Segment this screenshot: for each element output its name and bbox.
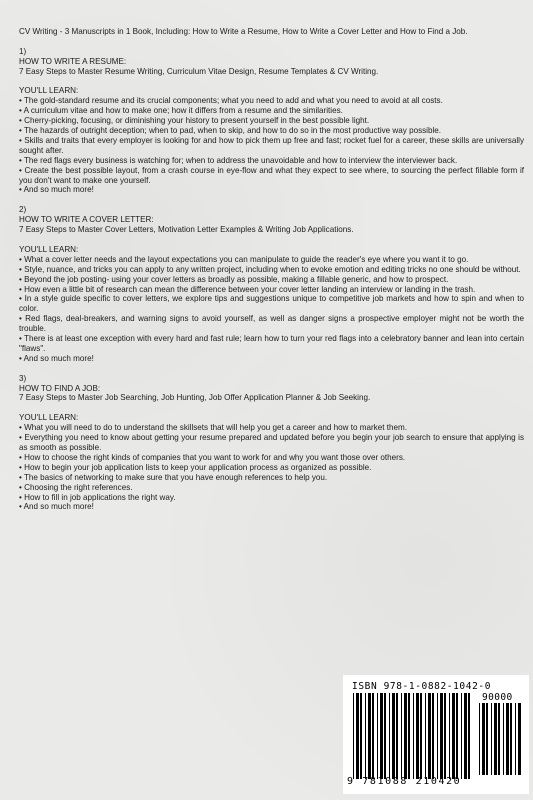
- list-item: • Beyond the job posting- using your cover letters as broadly as possible, making a fillable generic, and how to prospect.: [19, 275, 524, 285]
- list-item: • A curriculum vitae and how to make one; how it differs from a resume and the similarities.: [19, 106, 524, 116]
- list-item: • How even a little bit of research can mean the difference between your cover letter landing an interview or landing in the trash.: [19, 285, 524, 295]
- list-item: • Style, nuance, and tricks you can apply to any written project, including when to evoke emotion and editing tricks no one should be without.: [19, 265, 524, 275]
- section-number: 1): [19, 46, 27, 56]
- list-item: • How to begin your job application lists to keep your application process as organized as possible.: [19, 463, 524, 473]
- section-subtitle: 7 Easy Steps to Master Cover Letters, Motivation Letter Examples & Writing Job Applications.: [19, 225, 354, 235]
- learn-label: YOU'LL LEARN:: [19, 413, 79, 423]
- list-item: • How to choose the right kinds of companies that you want to work for and why you want those over others.: [19, 453, 524, 463]
- cover-text: [19, 27, 524, 512]
- addon-barcode: [479, 703, 523, 775]
- section-resume: [19, 47, 524, 196]
- list-item: • And so much more!: [19, 354, 524, 364]
- list-item: • The gold-standard resume and its crucial components; what you need to add and what you need to avoid at all costs.: [19, 96, 524, 106]
- list-item: • How to fill in job applications the right way.: [19, 493, 524, 503]
- section-subtitle: 7 Easy Steps to Master Resume Writing, Curriculum Vitae Design, Resume Templates & CV Writing.: [19, 66, 379, 76]
- list-item: • And so much more!: [19, 502, 524, 512]
- price-code: 90000: [482, 692, 513, 703]
- list-item: • Choosing the right references.: [19, 483, 524, 493]
- list-item: • Everything you need to know about getting your resume prepared and updated before you begin your job search to ensure that applying is as smooth as possible.: [19, 433, 524, 453]
- list-item: • In a style guide specific to cover letters, we explore tips and suggestions unique to competitive job markets and how to spin and when to color.: [19, 294, 524, 314]
- isbn-label: ISBN 978-1-0882-1042-0: [352, 681, 492, 692]
- isbn-barcode-box: [343, 675, 529, 794]
- list-item: • Cherry-picking, focusing, or diminishing your history to present yourself in the best possible light.: [19, 116, 524, 126]
- section-heading: HOW TO FIND A JOB:: [19, 383, 101, 393]
- list-item: • The basics of networking to make sure that you have enough references to help you.: [19, 473, 524, 483]
- section-heading: HOW TO WRITE A RESUME:: [19, 56, 127, 66]
- list-item: • And so much more!: [19, 185, 524, 195]
- section-heading: HOW TO WRITE A COVER LETTER:: [19, 215, 154, 225]
- list-item: • Red flags, deal-breakers, and warning signs to avoid yourself, as well as danger signs a prospective employer might not be worth the trouble.: [19, 314, 524, 334]
- learn-label: YOU'LL LEARN:: [19, 244, 79, 254]
- list-item: • What a cover letter needs and the layout expectations you can manipulate to guide the reader's eye where you want it to go.: [19, 255, 524, 265]
- section-cover-letter: [19, 205, 524, 363]
- ean-digits: 9 781088 210420: [347, 776, 462, 787]
- intro-text: CV Writing - 3 Manuscripts in 1 Book, Including: How to Write a Resume, How to Write a Cover Letter and How to Find a Job.: [19, 27, 468, 36]
- learn-label: YOU'LL LEARN:: [19, 86, 79, 96]
- section-number: 2): [19, 205, 27, 215]
- list-item: • The red flags every business is watching for; when to address the unavoidable and how to interview the interviewer back.: [19, 156, 524, 166]
- section-subtitle: 7 Easy Steps to Master Job Searching, Job Hunting, Job Offer Application Planner & Job Seeking.: [19, 393, 371, 403]
- section-number: 3): [19, 373, 27, 383]
- section-find-job: [19, 374, 524, 513]
- list-item: • Skills and traits that every employer is looking for and how to pick them up free and fast; rocket fuel for a career, these skills are universally sought after.: [19, 136, 524, 156]
- list-item: • The hazards of outright deception; when to pad, when to skip, and how to do so in the most productive way possible.: [19, 126, 524, 136]
- list-item: • What you will need to do to understand the skillsets that will help you get a career and how to market them.: [19, 423, 524, 433]
- ean-barcode: [353, 693, 473, 779]
- list-item: • Create the best possible layout, from a crash course in eye-flow and what they expect to see where, to sourcing the perfect fillable form if you don't want to make one yourself.: [19, 166, 524, 186]
- list-item: • There is at least one exception with every hard and fast rule; learn how to turn your red flags into a celebratory banner and lean into certain "flaws".: [19, 334, 524, 354]
